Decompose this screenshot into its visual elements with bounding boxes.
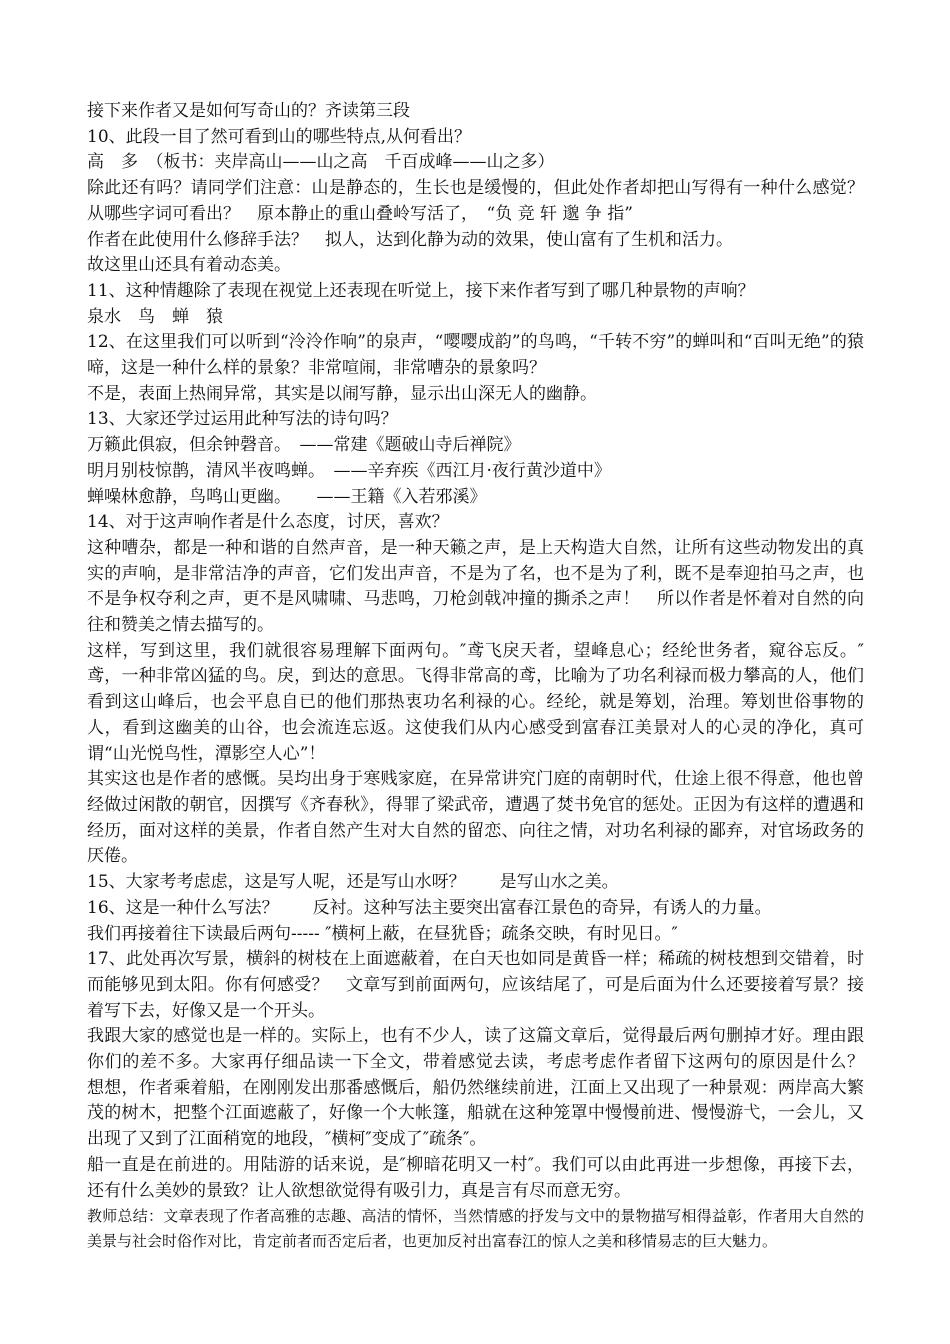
paragraph: 11、这种情趣除了表现在视觉上还表现在听觉上，接下来作者写到了哪几种景物的声响？ [87,280,755,301]
paragraph: 14、对于这声响作者是什么态度，讨厌，喜欢？ [87,512,449,533]
paragraph: 16、这是一种什么写法？ 反衬。这种写法主要突出富春江景色的奇异，有诱人的力量。 [87,897,772,918]
paragraph: 故这里山还具有着动态美。 [87,255,291,276]
paragraph: 作者在此使用什么修辞手法？ 拟人，达到化静为动的效果，使山富有了生机和活力。 [87,229,733,250]
paragraph: 除此还有吗？请同学们注意：山是静态的，生长也是缓慢的，但此处作者却把山写得有一种什么感觉？从哪些字词可看出？ 原本静止的重山叠岭写活了， “负 竞 轩 邈 争 指” [87,178,864,224]
paragraph: 13、大家还学过运用此种写法的诗句吗？ [87,409,398,430]
paragraph: 17、此处再次写景，横斜的树枝在上面遮蔽着，在白天也如同是黄昏一样；稀疏的树枝想到交错着，时而能够见到太阳。你有何感受？ 文章写到前面两句，应该结尾了，可是后面为什么还要接着写景？接着写下去，好像又是一个开头。 [87,949,864,1021]
paragraph: 我们再接着往下读最后两句----- ″横柯上蔽，在昼犹昏；疏条交映，有时见日。″ [87,923,678,944]
teacher-summary: 教师总结：文章表现了作者高雅的志趣、高洁的情怀，当然情感的抒发与文中的景物描写相得益彰，作者用大自然的美景与社会时俗作对比，肯定前者而否定后者，也更加反衬出富春江的惊人之美和移情易志的巨大魅力。 [87,1207,864,1251]
paragraph: 高 多 （板书：夹岸高山——山之高 千百成峰——山之多） [87,152,555,173]
poem-line: 万籁此俱寂，但余钟磬音。 ——常建《题破山寺后禅院》 [87,435,521,456]
paragraph: 这样，写到这里，我们就很容易理解下面两句。″鸢飞戾天者，望峰息心；经纶世务者，窥谷忘反。″鸢，一种非常凶猛的鸟。戾，到达的意思。飞得非常高的鸢，比喻为了功名利禄而极力攀高的人，他们看到这山峰后，也会平息自已的他们那热衷功名利禄的心。经纶，就是筹划，治理。筹划世俗事物的人，看到这幽美的山谷，也会流连忘返。这使我们从内心感受到富春江美景对人的心灵的净化，真可谓“山光悦鸟性，潭影空人心”！ [87,640,864,764]
paragraph: 船一直是在前进的。用陆游的话来说，是″柳暗花明又一村″。我们可以由此再进一步想像，再接下去，还有什么美妙的景致？让人欲想欲觉得有吸引力，真是言有尽而意无穷。 [87,1154,864,1201]
paragraph: 其实这也是作者的感慨。吴均出身于寒贱家庭，在异常讲究门庭的南朝时代，仕途上很不得意，他也曾经做过闲散的朝官，因撰写《齐春秋》，得罪了梁武帝，遭遇了焚书免官的惩处。正因为有这样的遭遇和经历，面对这样的美景，作者自然产生对大自然的留恋、向往之情，对功名利禄的鄙弃，对官场政务的厌倦。 [87,769,864,867]
paragraph: 泉水 鸟 蝉 猿 [87,306,223,327]
paragraph: 这种嘈杂，都是一种和谐的自然声音，是一种天籁之声，是上天构造大自然，让所有这些动物发出的真实的声响，是非常洁净的声音，它们发出声音，不是为了名，也不是为了利，既不是奉迎拍马之声，也不是争权夺利之声，更不是风啸啸、马悲鸣，刀枪剑戟冲撞的撕杀之声！ 所以作者是怀着对自然的向往和赞美之情去描写的。 [87,537,864,636]
poem-line: 明月别枝惊鹊，清风半夜鸣蝉。 ——辛弃疾《西江月·夜行黄沙道中》 [87,460,611,481]
document-body [87,99,881,1254]
paragraph: 15、大家考考虑虑，这是写人呢，还是写山水呀？ 是写山水之美。 [87,872,619,893]
paragraph: 10、此段一目了然可看到山的哪些特点,从何看出？ [87,126,472,147]
poem-line: 蝉噪林愈静，鸟鸣山更幽。 ——王籍《入若邪溪》 [87,486,487,507]
paragraph: 不是，表面上热闹异常，其实是以闹写静，显示出山深无人的幽静。 [87,383,597,404]
paragraph: 我跟大家的感觉也是一样的。实际上，也有不少人，读了这篇文章后，觉得最后两句删掉才好。理由跟你们的差不多。大家再仔细品读一下全文，带着感觉去读，考虑考虑作者留下这两句的原因是什么？ 想想，作者乘着船，在刚刚发出那番感慨后，船仍然继续前进，江面上又出现了一种景观：两岸高大繁茂的树木，把整个江面遮蔽了，好像一个大帐篷，船就在这种笼罩中慢慢前进、慢慢游弋，一会儿，又出现了又到了江面稍宽的地段，″横柯″变成了″疏条″。 [87,1026,881,1150]
paragraph: 12、在这里我们可以听到“泠泠作响”的泉声，“嘤嘤成韵”的鸟鸣，“千转不穷”的蝉叫和“百叫无绝”的猿啼，这是一种什么样的景象？非常喧闹，非常嘈杂的景象吗？ [87,332,864,379]
paragraph: 接下来作者又是如何写奇山的？齐读第三段 [87,101,410,121]
